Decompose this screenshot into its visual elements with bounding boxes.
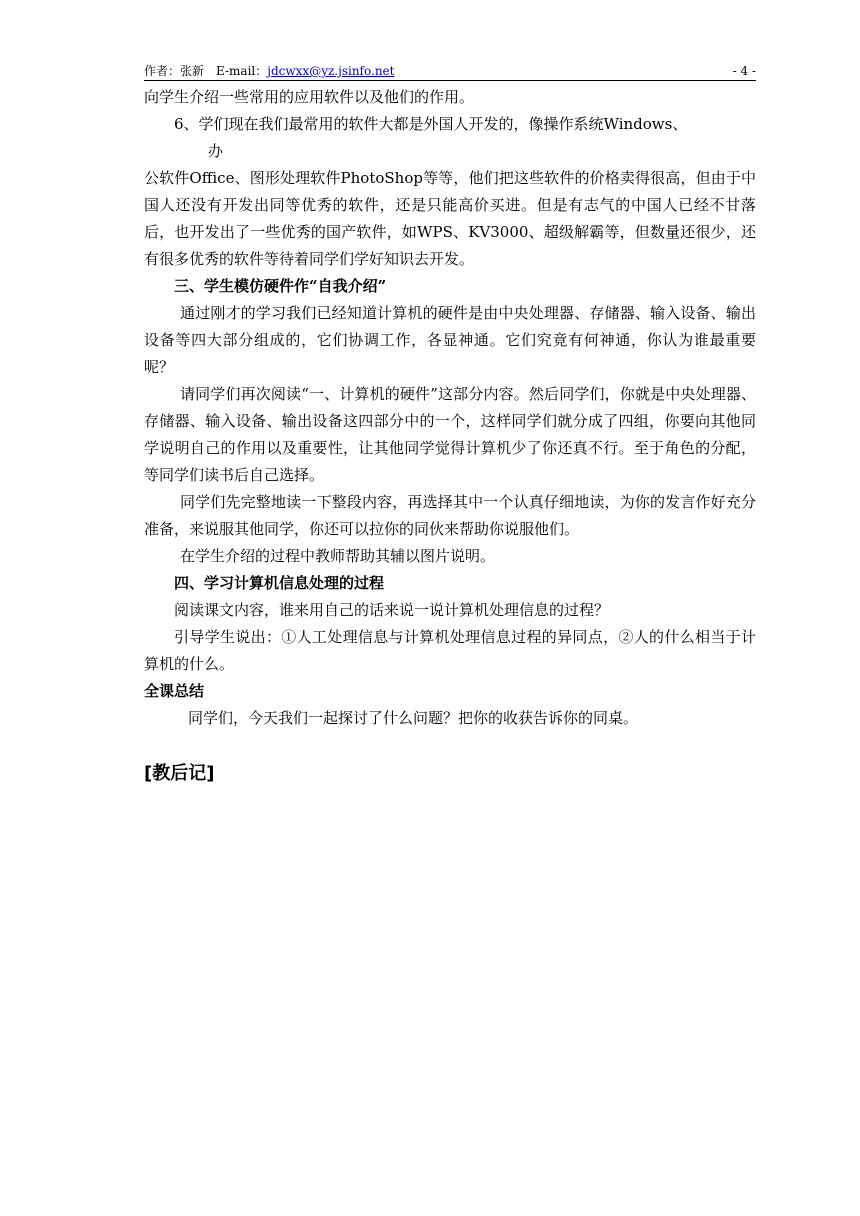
paragraph-item-6-body: 公软件Office、图形处理软件PhotoShop等等，他们把这些软件的价格卖得很高，但由于中国人还没有开发出同等优秀的软件，还是只能高价买进。但是有志气的中国人已经不甘落后，也开发出了一些优秀的国产软件，如WPS、KV3000、超级解霸等，但数量还很少，还有很多优秀的软件等待着同学们学好知识去开发。 [144,169,756,268]
paragraph: 向学生介绍一些常用的应用软件以及他们的作用。 [144,88,475,106]
document-body [144,84,756,788]
paragraph: 同学们先完整地读一下整段内容，再选择其中一个认真仔细地读，为你的发言作好充分准备，来说服其他同学，你还可以拉你的同伙来帮助你说服他们。 [144,493,756,538]
paragraph: 请同学们再次阅读“一、计算机的硬件”这部分内容。然后同学们，你就是中央处理器、存储器、输入设备、输出设备这四部分中的一个，这样同学们就分成了四组，你要向其他同学说明自己的作用以及重要性，让其他同学觉得计算机少了你还真不行。至于角色的分配，等同学们读书后自己选择。 [144,385,756,484]
paragraph-item-6-line1: 6、学们现在我们最常用的软件大都是外国人开发的，像操作系统Windows、 [174,115,688,133]
paragraph: 引导学生说出：①人工处理信息与计算机处理信息过程的异同点，②人的什么相当于计算机的什么。 [144,628,756,673]
notes-title: [教后记] [144,763,215,784]
header-rule [144,80,756,81]
summary-text: 同学们，今天我们一起探讨了什么问题？把你的收获告诉你的同桌。 [188,709,639,727]
section-heading-3: 三、学生模仿硬件作“自我介绍” [174,277,387,295]
section-heading-4: 四、学习计算机信息处理的过程 [174,574,385,592]
author: 作者：张新 [144,64,205,78]
summary-title: 全课总结 [144,682,205,700]
paragraph: 通过刚才的学习我们已经知道计算机的硬件是由中央处理器、存储器、输入设备、输出设备等四大部分组成的，它们协调工作，各显神通。它们究竟有何神通，你认为谁最重要呢？ [144,304,756,376]
paragraph: 在学生介绍的过程中教师帮助其辅以图片说明。 [180,547,496,565]
header-author-line [144,63,394,79]
email-link[interactable]: jdcwxx@yz.jsinfo.net [267,64,395,78]
email-label: E-mail： [216,64,268,78]
paragraph: 阅读课文内容，谁来用自己的话来说一说计算机处理信息的过程？ [174,601,610,619]
page-header [144,63,756,79]
paragraph-item-6-line2: 办 [208,142,224,160]
page-number: - 4 - [732,64,756,78]
